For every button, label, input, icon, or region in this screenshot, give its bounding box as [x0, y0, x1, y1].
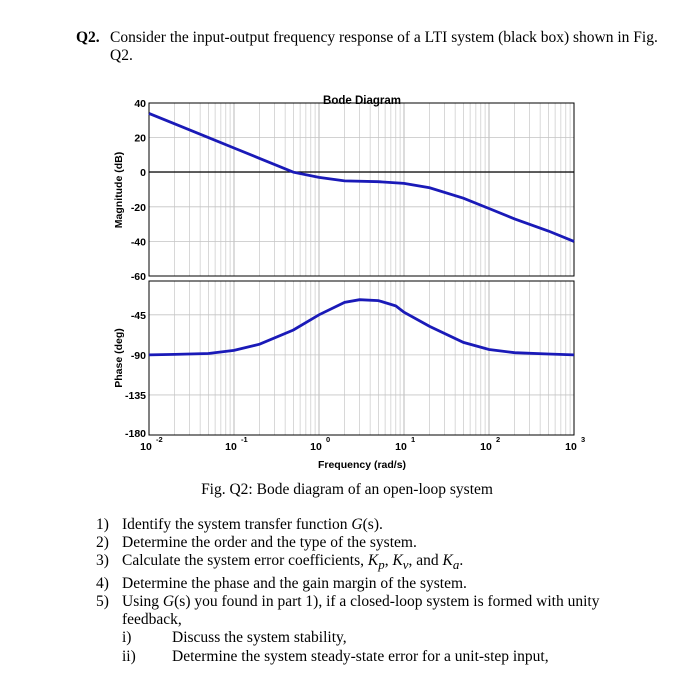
task-number: 5) — [96, 592, 109, 610]
symbol-g: G — [351, 516, 363, 533]
x-tick-label: 10 — [225, 441, 237, 453]
magnitude-y-tick-label: 20 — [134, 132, 146, 145]
x-tick-exponent: 3 — [581, 435, 586, 444]
subtask-item — [122, 648, 656, 666]
task-number: 4) — [96, 574, 109, 592]
task-item — [96, 593, 656, 666]
magnitude-y-tick-label: 40 — [134, 98, 146, 110]
symbol-kp: K — [367, 552, 379, 570]
task-list — [96, 516, 656, 666]
phase-curve — [149, 300, 574, 355]
symbol-kv-sub: v — [402, 557, 409, 573]
phase-plot-frame — [149, 281, 574, 435]
task-number: 3) — [96, 552, 109, 570]
x-tick-exponent: -1 — [241, 435, 248, 444]
magnitude-y-tick-label: -60 — [130, 271, 146, 283]
x-tick-label: 10 — [565, 441, 577, 453]
x-tick-exponent: 1 — [411, 435, 416, 444]
phase-grid — [149, 281, 574, 435]
subtask-text: Discuss the system stability, — [172, 629, 347, 647]
x-tick-exponent: 2 — [496, 435, 501, 444]
task-item — [96, 534, 656, 552]
x-tick-label: 10 — [480, 441, 492, 453]
task-item — [96, 516, 656, 534]
symbol-kp-sub: p — [378, 557, 385, 573]
subtask-text: Determine the system steady-state error for a unit-step input, — [172, 647, 549, 665]
subtask-list — [122, 629, 656, 665]
task-item — [96, 575, 656, 593]
phase-y-tick-label: -180 — [124, 428, 146, 440]
task-text-end: (s) you found in part 1), if a closed-loop system is formed with unity feedback, — [122, 592, 600, 629]
symbol-kv: K — [392, 552, 403, 570]
task-text: Determine the order and the type of the system. — [122, 534, 417, 552]
subtask-number: ii) — [122, 647, 136, 665]
phase-y-tick-label: -90 — [130, 349, 146, 362]
phase-y-tick-label: -45 — [130, 309, 146, 322]
x-tick-exponent: -2 — [156, 435, 163, 444]
task-text-end: (s). — [362, 516, 383, 533]
x-tick-label: 10 — [140, 441, 152, 453]
magnitude-grid — [149, 103, 574, 276]
question-text: Consider the input-output frequency response of a LTI system (black box) shown in Fig. Q2. — [110, 29, 658, 64]
magnitude-curve — [149, 113, 574, 241]
task-text: Calculate the system error coefficients, — [122, 552, 368, 570]
x-axis-label: Frequency (rad/s) — [317, 459, 407, 471]
x-tick-label: 10 — [310, 441, 322, 453]
symbol-ka-sub: a — [452, 557, 460, 573]
subtask-number: i) — [122, 629, 132, 647]
magnitude-y-tick-labels — [131, 98, 146, 283]
task-text-end: . — [459, 552, 464, 570]
x-tick-labels — [140, 435, 585, 453]
task-text-and: , and — [408, 552, 443, 570]
x-tick-label: 10 — [395, 441, 407, 453]
symbol-g: G — [162, 592, 175, 610]
task-number: 2) — [96, 534, 109, 552]
x-tick-exponent: 0 — [326, 435, 331, 444]
task-text: Identify the system transfer function — [122, 516, 352, 533]
phase-y-tick-labels — [125, 310, 146, 440]
task-number: 1) — [96, 516, 109, 533]
figure-caption: Fig. Q2: Bode diagram of an open-loop system — [201, 481, 493, 498]
task-item: 3) Calculate the system error coefficients, $K_p$, $K_v$, and $K_a$. — [96, 552, 464, 573]
magnitude-plot-frame — [149, 103, 574, 276]
task-text: Determine the phase and the gain margin of the system. — [122, 574, 467, 592]
chart-title: Bode Diagram — [323, 95, 401, 107]
magnitude-y-tick-label: -40 — [130, 236, 146, 249]
magnitude-y-tick-label: 0 — [140, 167, 146, 180]
phase-y-tick-label: -135 — [124, 389, 146, 402]
magnitude-y-label: Magnitude (dB) — [113, 151, 125, 229]
task-text: Using — [122, 592, 163, 610]
phase-y-label: Phase (deg) — [113, 328, 125, 388]
subtask-item — [122, 629, 656, 647]
symbol-ka: K — [442, 552, 453, 570]
magnitude-y-tick-label: -20 — [130, 201, 146, 214]
question-number: Q2. — [76, 29, 100, 46]
